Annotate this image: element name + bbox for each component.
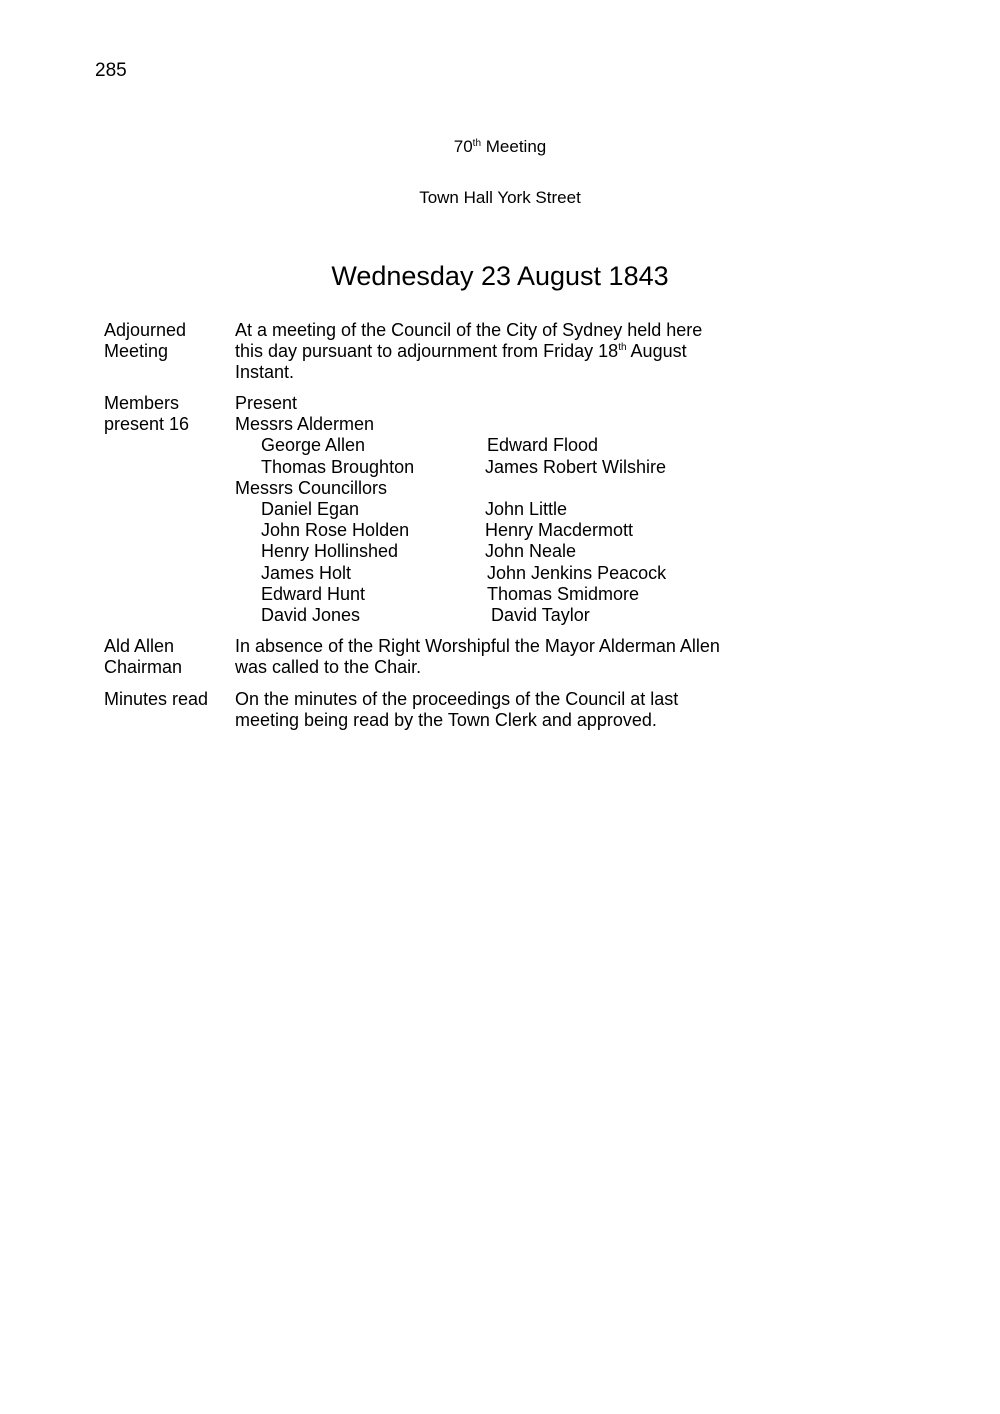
present-label: Present: [235, 393, 298, 413]
councillors-label: Messrs Councillors: [235, 478, 388, 498]
councillor-name: Edward Hunt: [261, 584, 366, 604]
adjourned-text-line2-sup: th: [618, 342, 627, 353]
meeting-number: [0, 137, 1000, 157]
page-number: 285: [95, 60, 127, 81]
councillor-name: David Taylor: [491, 605, 590, 625]
margin-note-minutes: Minutes read: [104, 689, 209, 709]
meeting-number-value: 70: [453, 137, 473, 156]
chairman-text-line1: In absence of the Right Worshipful the Mayor Alderman Allen: [235, 636, 720, 656]
margin-note-chairman-line2: Chairman: [104, 657, 183, 677]
adjourned-text-line2: [235, 341, 687, 362]
aldermen-label: Messrs Aldermen: [235, 414, 375, 434]
margin-note-members-line2: present 16: [104, 414, 190, 434]
alderman-name: James Robert Wilshire: [485, 457, 667, 477]
margin-note-adjourned-line1: Adjourned: [104, 320, 187, 340]
adjourned-text-line2-rest: August: [626, 341, 687, 361]
meeting-ordinal-suffix: th: [472, 138, 482, 149]
alderman-name: Thomas Broughton: [261, 457, 415, 477]
councillor-name: John Jenkins Peacock: [487, 563, 667, 583]
councillor-name: John Little: [485, 499, 568, 519]
margin-note-chairman-line1: Ald Allen: [104, 636, 175, 656]
chairman-text-line2: was called to the Chair.: [235, 657, 422, 677]
date-heading: Wednesday 23 August 1843: [331, 261, 669, 291]
venue: Town Hall York Street: [419, 188, 581, 207]
adjourned-text-line3: Instant.: [235, 362, 295, 382]
adjourned-text-line2-main: this day pursuant to adjournment from Friday 18: [235, 341, 619, 361]
councillor-name: Henry Hollinshed: [261, 541, 399, 561]
alderman-name: George Allen: [261, 435, 366, 455]
councillor-name: Daniel Egan: [261, 499, 360, 519]
councillor-name: James Holt: [261, 563, 352, 583]
councillor-name: John Rose Holden: [261, 520, 410, 540]
minutes-text-line2: meeting being read by the Town Clerk and approved.: [235, 710, 657, 730]
margin-note-adjourned-line2: Meeting: [104, 341, 169, 361]
minutes-text-line1: On the minutes of the proceedings of the Council at last: [235, 689, 679, 709]
councillor-name: David Jones: [261, 605, 361, 625]
councillor-name: Henry Macdermott: [485, 520, 634, 540]
councillor-name: John Neale: [485, 541, 577, 561]
councillor-name: Thomas Smidmore: [487, 584, 640, 604]
adjourned-text-line1: At a meeting of the Council of the City of Sydney held here: [235, 320, 703, 340]
alderman-name: Edward Flood: [487, 435, 599, 455]
meeting-label: Meeting: [485, 137, 547, 156]
margin-note-members-line1: Members: [104, 393, 180, 413]
